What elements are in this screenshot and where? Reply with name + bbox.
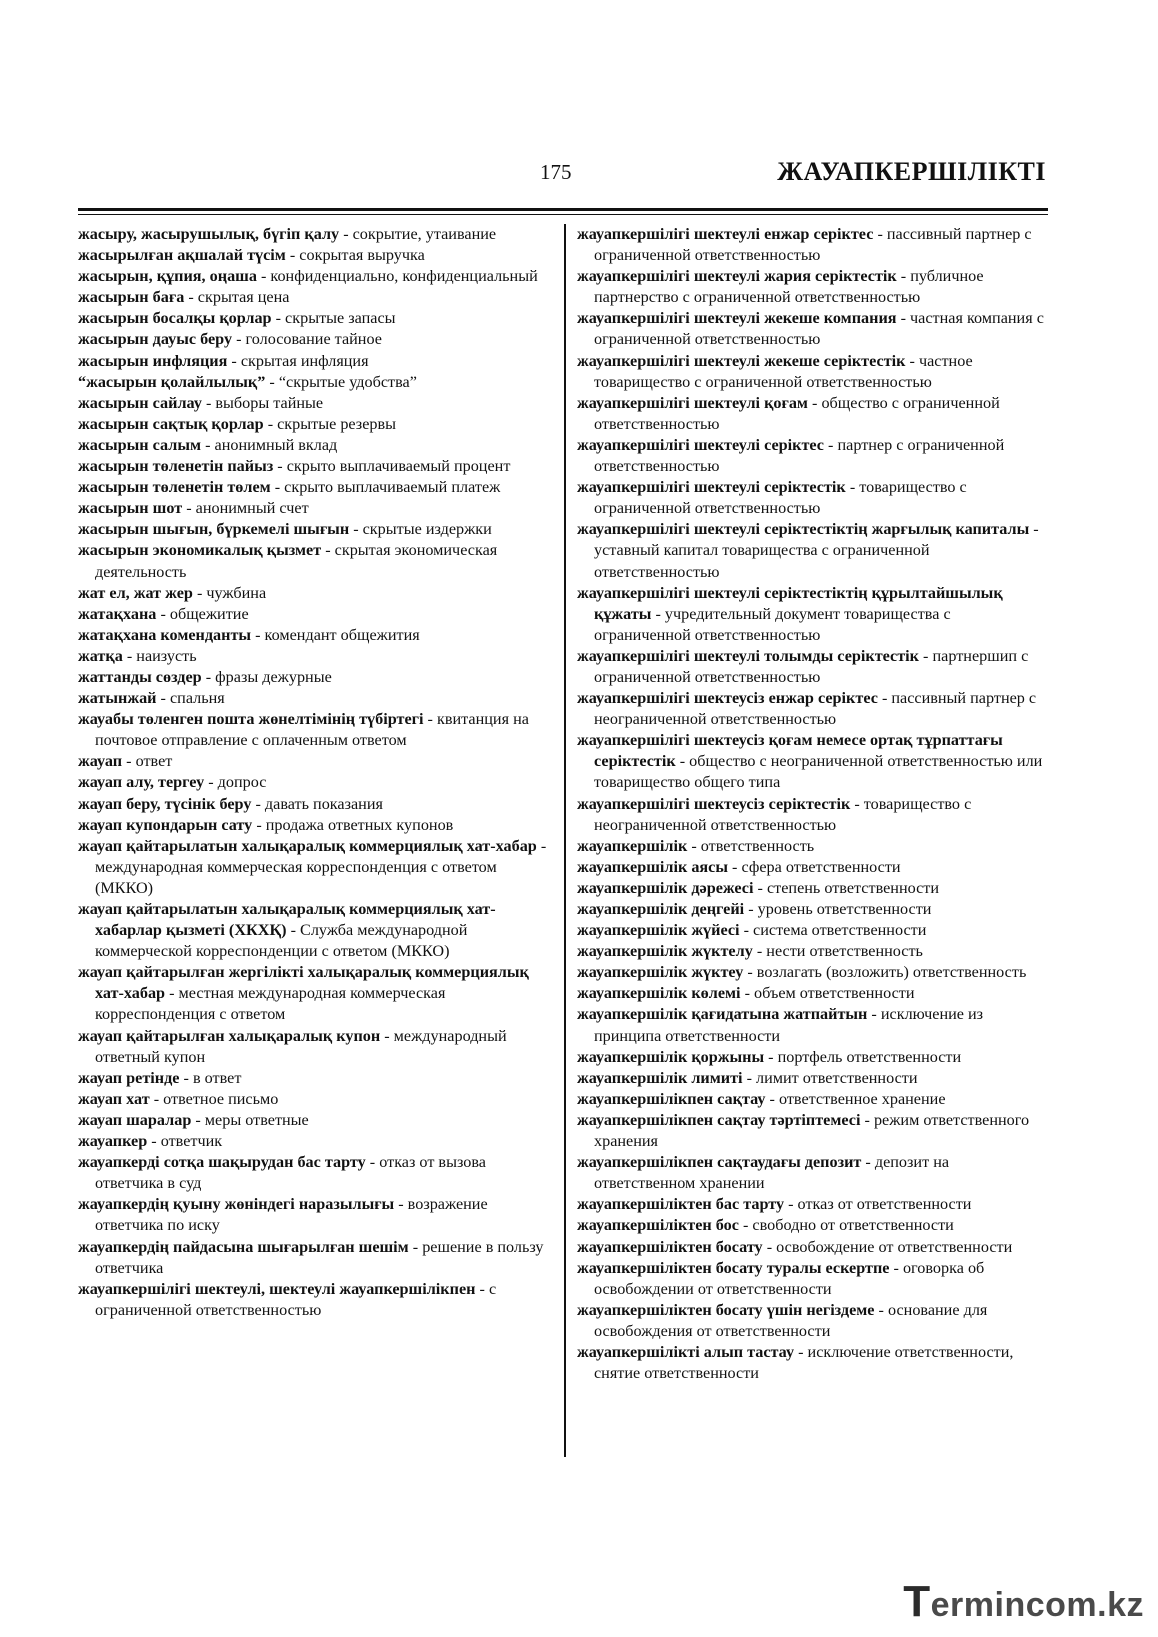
- entry-definition: - голосование тайное: [232, 330, 382, 349]
- entry-term: жауап: [78, 752, 123, 771]
- entry-definition: - общество с ограниченной ответственностью: [594, 393, 1000, 433]
- dictionary-entry: [577, 1068, 1051, 1089]
- entry-definition: - уставный капитал товарищества с ограниченной ответственностью: [594, 520, 1039, 581]
- entry-term: жасырын төленетін пайыз: [78, 457, 274, 476]
- page-number: 175: [540, 160, 572, 184]
- dictionary-entry: [577, 1089, 1051, 1110]
- entry-definition: - лимит ответственности: [742, 1068, 918, 1087]
- dictionary-entry: [577, 1047, 1051, 1068]
- entry-term: жауапкершілігі шектеулі серіктестік: [577, 478, 846, 497]
- entry-definition: - Служба международной коммерческой корреспонденции с ответом (МККО): [95, 921, 468, 961]
- entry-term: жауапкершіліктен босату үшін негіздеме: [577, 1300, 875, 1319]
- entry-definition: - товарищество с ограниченной ответственностью: [594, 478, 967, 518]
- watermark-rest: ermincom.kz: [930, 1586, 1144, 1624]
- dictionary-entry: [78, 836, 548, 899]
- entry-term: жауап ретінде: [78, 1068, 180, 1087]
- entry-definition: - скрытая экономическая деятельность: [95, 541, 498, 581]
- dictionary-entry: [78, 540, 548, 582]
- entry-term: жасырын экономикалық қызмет: [78, 541, 322, 560]
- entry-term: жауапкершілік жүктеу: [577, 963, 744, 982]
- entry-term: жасырын шот: [78, 499, 183, 518]
- entry-definition: - сокрытие, утаивание: [339, 225, 497, 243]
- dictionary-entry: [577, 1237, 1051, 1258]
- entry-definition: - возлагать (возложить) ответственность: [743, 963, 1027, 982]
- entry-term: жауапкершілігі шектеулі серіктес: [577, 435, 824, 454]
- dictionary-entry: [78, 583, 548, 604]
- dictionary-entry: [78, 625, 548, 646]
- entry-term: жауапкершілігі шектеусіз қоғам немесе ортақ тұрпаттағы серіктестік: [577, 731, 1003, 771]
- entry-definition: - давать показания: [251, 794, 383, 813]
- entry-term: жасырын төленетін төлем: [78, 478, 271, 497]
- entry-term: жасырын сайлау: [78, 393, 202, 412]
- entry-term: жасырын шығын, бүркемелі шығын: [78, 520, 350, 539]
- dictionary-entry: [78, 224, 548, 245]
- entry-definition: - комендант общежития: [251, 625, 420, 644]
- entry-term: жатынжай: [78, 689, 157, 708]
- dictionary-entry: [78, 962, 548, 1025]
- entry-term: жауапкердің пайдасына шығарылған шешім: [78, 1237, 409, 1256]
- entry-definition: - “скрытые удобства”: [265, 372, 417, 391]
- entry-term: жауапкершілігі шектеулі жария серіктестік: [577, 267, 897, 286]
- dictionary-entry: [577, 393, 1051, 435]
- entry-definition: - возражение ответчика по иску: [95, 1195, 488, 1235]
- dictionary-entry: [577, 962, 1051, 983]
- dictionary-entry: [577, 941, 1051, 962]
- entry-term: жауапкершілігі шектеулі енжар серіктес: [577, 225, 874, 243]
- entry-term: жауап хат: [78, 1089, 150, 1108]
- dictionary-entry: [577, 266, 1051, 308]
- dictionary-entry: [577, 1110, 1051, 1152]
- entry-definition: - отказ от ответственности: [784, 1195, 972, 1214]
- entry-term: жасырылған ақшалай түсім: [78, 246, 286, 265]
- entry-term: жауапкершіліктен бос: [577, 1216, 739, 1235]
- entry-definition: - общество с неограниченной ответственностью или товарищество общего типа: [594, 752, 1043, 792]
- entry-definition: - местная международная коммерческая корреспонденция с ответом: [95, 984, 446, 1024]
- entry-definition: - чужбина: [192, 583, 267, 602]
- entry-term: жауапкершілігі шектеусіз серіктестік: [577, 794, 851, 813]
- entry-definition: - анонимный счет: [182, 499, 309, 518]
- dictionary-entry: [78, 245, 548, 266]
- entry-term: жасыру, жасырушылық, бүгіп қалу: [78, 225, 340, 243]
- dictionary-entry: [78, 1237, 548, 1279]
- entry-term: жатақхана коменданты: [78, 625, 252, 644]
- dictionary-entry: [577, 688, 1051, 730]
- entry-term: жауапкершілік жүктелу: [577, 942, 753, 961]
- entry-term: жауапкершілік қоржыны: [577, 1047, 765, 1066]
- column-divider: [564, 224, 566, 1457]
- dictionary-entry: [78, 456, 548, 477]
- entry-term: жауапкершіліктен босату туралы ескертпе: [577, 1258, 890, 1277]
- entry-definition: - международная коммерческая корреспонденция с ответом (МККО): [95, 836, 547, 897]
- entry-definition: - пассивный партнер с ограниченной ответственностью: [594, 225, 1032, 265]
- dictionary-entry: [78, 308, 548, 329]
- entry-definition: - скрытые резервы: [263, 414, 396, 433]
- entry-definition: - сокрытая выручка: [285, 246, 425, 265]
- dictionary-entry: [577, 730, 1051, 793]
- dictionary-entry: [577, 1300, 1051, 1342]
- dictionary-entry: [577, 836, 1051, 857]
- entry-term: жауапкершілігі шектеулі жекеше серіктестік: [577, 351, 906, 370]
- entry-definition: - квитанция на почтовое отправление с оплаченным ответом: [95, 710, 529, 750]
- right-column: [577, 224, 1051, 1384]
- dictionary-entry: [78, 372, 548, 393]
- entry-definition: - конфиденциально, конфиденциальный: [256, 267, 538, 286]
- entry-definition: - партнершип с ограниченной ответственностью: [594, 646, 1029, 686]
- entry-definition: - скрытая цена: [184, 288, 290, 307]
- watermark-first-letter: T: [903, 1577, 931, 1626]
- entry-term: жасырын баға: [78, 288, 185, 307]
- entry-definition: - исключение из принципа ответственности: [594, 1005, 984, 1045]
- entry-term: жауапкердің қуыну жөніндегі наразылығы: [78, 1195, 395, 1214]
- entry-term: жауапкершіліктен бас тарту: [577, 1195, 785, 1214]
- entry-definition: - частное товарищество с ограниченной ответственностью: [594, 351, 973, 391]
- entry-term: жауапкершілік: [577, 836, 688, 855]
- left-column: [78, 224, 548, 1321]
- dictionary-entry: [577, 920, 1051, 941]
- entry-term: жауапкершілік дәрежесі: [577, 878, 754, 897]
- entry-term: жауап қайтарылатын халықаралық коммерциялық хат-хабар: [78, 836, 537, 855]
- dictionary-entry: [577, 519, 1051, 582]
- entry-definition: - меры ответные: [191, 1110, 309, 1129]
- entry-definition: - фразы дежурные: [201, 667, 332, 686]
- entry-definition: - с ограниченной ответственностью: [95, 1279, 497, 1319]
- entry-term: жауапкершіліктен босату: [577, 1237, 763, 1256]
- dictionary-entry: [577, 477, 1051, 519]
- dictionary-entry: [78, 1194, 548, 1236]
- dictionary-entry: [78, 393, 548, 414]
- dictionary-entry: [78, 751, 548, 772]
- dictionary-entry: [577, 1194, 1051, 1215]
- dictionary-entry: [577, 646, 1051, 688]
- entry-definition: - публичное партнерство с ограниченной ответственностью: [594, 267, 984, 307]
- entry-term: жатқа: [78, 646, 123, 665]
- dictionary-entry: [78, 351, 548, 372]
- entry-definition: - нести ответственность: [752, 942, 923, 961]
- dictionary-entry: [78, 646, 548, 667]
- entry-term: “жасырын қолайлылық”: [78, 372, 266, 391]
- entry-definition: - основание для освобождения от ответственности: [594, 1300, 988, 1340]
- entry-definition: - режим ответственного хранения: [594, 1110, 1030, 1151]
- entry-definition: - выборы тайные: [201, 393, 324, 412]
- entry-definition: - система ответственности: [739, 921, 927, 940]
- entry-term: жауапкершілігі шектеулі, шектеулі жауапкершілікпен: [78, 1279, 476, 1298]
- dictionary-entry: [577, 224, 1051, 266]
- entry-definition: - анонимный вклад: [201, 435, 338, 454]
- entry-term: жауапкершілігі шектеулі толымды серіктестік: [577, 646, 919, 665]
- dictionary-entry: [78, 477, 548, 498]
- dictionary-entry: [577, 983, 1051, 1004]
- entry-term: жауапкершілік жүйесі: [577, 921, 740, 940]
- entry-definition: - общежитие: [156, 604, 249, 623]
- dictionary-entry: [78, 1152, 548, 1194]
- entry-term: жауабы төленген пошта жөнелтімінің түбіртегі: [78, 710, 424, 729]
- dictionary-entry: [78, 1110, 548, 1131]
- entry-definition: - в ответ: [179, 1068, 242, 1087]
- dictionary-entry: [78, 709, 548, 751]
- entry-definition: - скрытая инфляция: [227, 351, 369, 370]
- dictionary-entry: [577, 1004, 1051, 1046]
- entry-term: жасырын босалқы қорлар: [78, 309, 272, 328]
- entry-term: жасырын, құпия, оңаша: [78, 267, 257, 286]
- entry-definition: - скрытые издержки: [349, 520, 492, 539]
- entry-definition: - пассивный партнер с неограниченной ответственностью: [594, 689, 1037, 729]
- entry-definition: - ответ: [122, 752, 173, 771]
- dictionary-entry: [577, 583, 1051, 646]
- dictionary-entry: [78, 266, 548, 287]
- dictionary-entry: [78, 1026, 548, 1068]
- watermark-logo: [903, 1577, 1144, 1627]
- dictionary-entry: [577, 435, 1051, 477]
- dictionary-entry: [78, 498, 548, 519]
- running-head: ЖАУАПКЕРШІЛІКТІ: [777, 157, 1046, 186]
- entry-definition: - отказ от вызова ответчика в суд: [95, 1153, 486, 1193]
- entry-term: жасырын салым: [78, 435, 202, 454]
- entry-term: жауапкершілікті алып тастау: [577, 1342, 795, 1361]
- entry-definition: - ответственное хранение: [765, 1089, 946, 1108]
- entry-term: жауапкершілік қағидатына жатпайтын: [577, 1005, 868, 1024]
- entry-term: жауапкершілігі шектеулі серіктестіктің жарғылық капиталы: [577, 520, 1030, 539]
- entry-definition: - международный ответный купон: [95, 1026, 507, 1066]
- entry-definition: - сфера ответственности: [728, 857, 901, 876]
- entry-term: жасырын дауыс беру: [78, 330, 233, 349]
- entry-term: жауап купондарын сату: [78, 815, 253, 834]
- entry-term: жауапкершілікпен сақтаудағы депозит: [577, 1153, 862, 1172]
- entry-term: жауапкершілігі шектеусіз енжар серіктес: [577, 689, 878, 708]
- entry-definition: - оговорка об освобождении от ответственности: [594, 1258, 985, 1298]
- dictionary-entry: [577, 351, 1051, 393]
- entry-term: жаттанды сөздер: [78, 667, 202, 686]
- entry-term: жауапкершілігі шектеулі серіктестіктің құрылтайшылық құжаты: [577, 583, 1003, 623]
- dictionary-entry: [577, 1342, 1051, 1384]
- dictionary-entry: [78, 667, 548, 688]
- entry-term: жауапкершілігі шектеулі жекеше компания: [577, 309, 897, 328]
- entry-term: жауап қайтарылған жергілікті халықаралық коммерциялық хат-хабар: [78, 963, 529, 1003]
- header-rule-thin: [78, 214, 1048, 215]
- entry-definition: - скрыто выплачиваемый процент: [273, 457, 511, 476]
- header-rule-thick: [78, 208, 1048, 211]
- entry-term: жауапкершілігі шектеулі қоғам: [577, 393, 808, 412]
- entry-term: жауапкершілік аясы: [577, 857, 728, 876]
- entry-term: жауап шаралар: [78, 1110, 192, 1129]
- dictionary-entry: [577, 1215, 1051, 1236]
- entry-definition: - освобождение от ответственности: [762, 1237, 1013, 1256]
- dictionary-entry: [78, 329, 548, 350]
- entry-term: жауап алу, тергеу: [78, 773, 205, 792]
- entry-term: жатақхана: [78, 604, 157, 623]
- entry-term: жауап қайтарылған халықаралық купон: [78, 1026, 381, 1045]
- entry-definition: - скрытые запасы: [271, 309, 396, 328]
- entry-definition: - исключение ответственности, снятие ответственности: [594, 1342, 1014, 1383]
- entry-term: жауапкершілікпен сақтау тәртіптемесі: [577, 1110, 861, 1129]
- entry-term: жауапкерді сотқа шақырудан бас тарту: [78, 1153, 366, 1172]
- entry-definition: - ответственность: [687, 836, 815, 855]
- entry-term: жауапкершілік көлемі: [577, 984, 741, 1003]
- dictionary-entry: [577, 1258, 1051, 1300]
- dictionary-entry: [78, 435, 548, 456]
- entry-definition: - партнер с ограниченной ответственностью: [594, 435, 1005, 476]
- dictionary-entry: [78, 287, 548, 308]
- dictionary-entry: [78, 688, 548, 709]
- dictionary-entry: [78, 1068, 548, 1089]
- dictionary-entry: [78, 519, 548, 540]
- entry-definition: - объем ответственности: [740, 984, 915, 1003]
- dictionary-entry: [577, 878, 1051, 899]
- entry-term: жауапкершілік лимиті: [577, 1068, 743, 1087]
- dictionary-entry: [78, 794, 548, 815]
- entry-definition: - депозит на ответственном хранении: [594, 1153, 950, 1193]
- entry-definition: - уровень ответственности: [744, 900, 932, 918]
- dictionary-entry: [78, 772, 548, 793]
- dictionary-entry: [78, 1279, 548, 1321]
- entry-term: жасырын сақтық қорлар: [78, 414, 264, 433]
- entry-definition: - ответчик: [147, 1132, 223, 1151]
- entry-term: жат ел, жат жер: [78, 583, 193, 602]
- dictionary-entry: [78, 604, 548, 625]
- entry-definition: - ответное письмо: [149, 1089, 279, 1108]
- entry-term: жасырын инфляция: [78, 351, 228, 370]
- entry-term: жауапкершілік деңгейі: [577, 900, 745, 918]
- entry-definition: - учредительный документ товарищества с ограниченной ответственностью: [594, 604, 951, 644]
- entry-definition: - наизусть: [122, 646, 197, 665]
- entry-definition: - товарищество с неограниченной ответственностью: [594, 794, 972, 834]
- dictionary-entry: [577, 794, 1051, 836]
- entry-term: жауап қайтарылатын халықаралық коммерциялық хат-хабарлар қызметі (ХКХҚ): [78, 900, 496, 940]
- entry-definition: - портфель ответственности: [764, 1047, 962, 1066]
- entry-definition: - решение в пользу ответчика: [95, 1237, 544, 1277]
- dictionary-entry: [577, 1152, 1051, 1194]
- dictionary-entry: [78, 1131, 548, 1152]
- entry-definition: - скрыто выплачиваемый платеж: [270, 478, 501, 497]
- dictionary-entry: [78, 815, 548, 836]
- dictionary-entry: [78, 899, 548, 962]
- entry-definition: - спальня: [156, 689, 225, 708]
- entry-term: жауапкершілікпен сақтау: [577, 1089, 766, 1108]
- dictionary-entry: [577, 899, 1051, 920]
- dictionary-entry: [577, 308, 1051, 350]
- dictionary-entry: [78, 1089, 548, 1110]
- entry-definition: - допрос: [204, 773, 267, 792]
- entry-term: жауапкер: [78, 1132, 148, 1151]
- entry-definition: - продажа ответных купонов: [252, 815, 454, 834]
- dictionary-entry: [577, 857, 1051, 878]
- entry-definition: - частная компания с ограниченной ответственностью: [594, 309, 1044, 349]
- entry-definition: - степень ответственности: [753, 878, 940, 897]
- entry-term: жауап беру, түсінік беру: [78, 794, 252, 813]
- dictionary-entry: [78, 414, 548, 435]
- entry-definition: - свободно от ответственности: [738, 1216, 954, 1235]
